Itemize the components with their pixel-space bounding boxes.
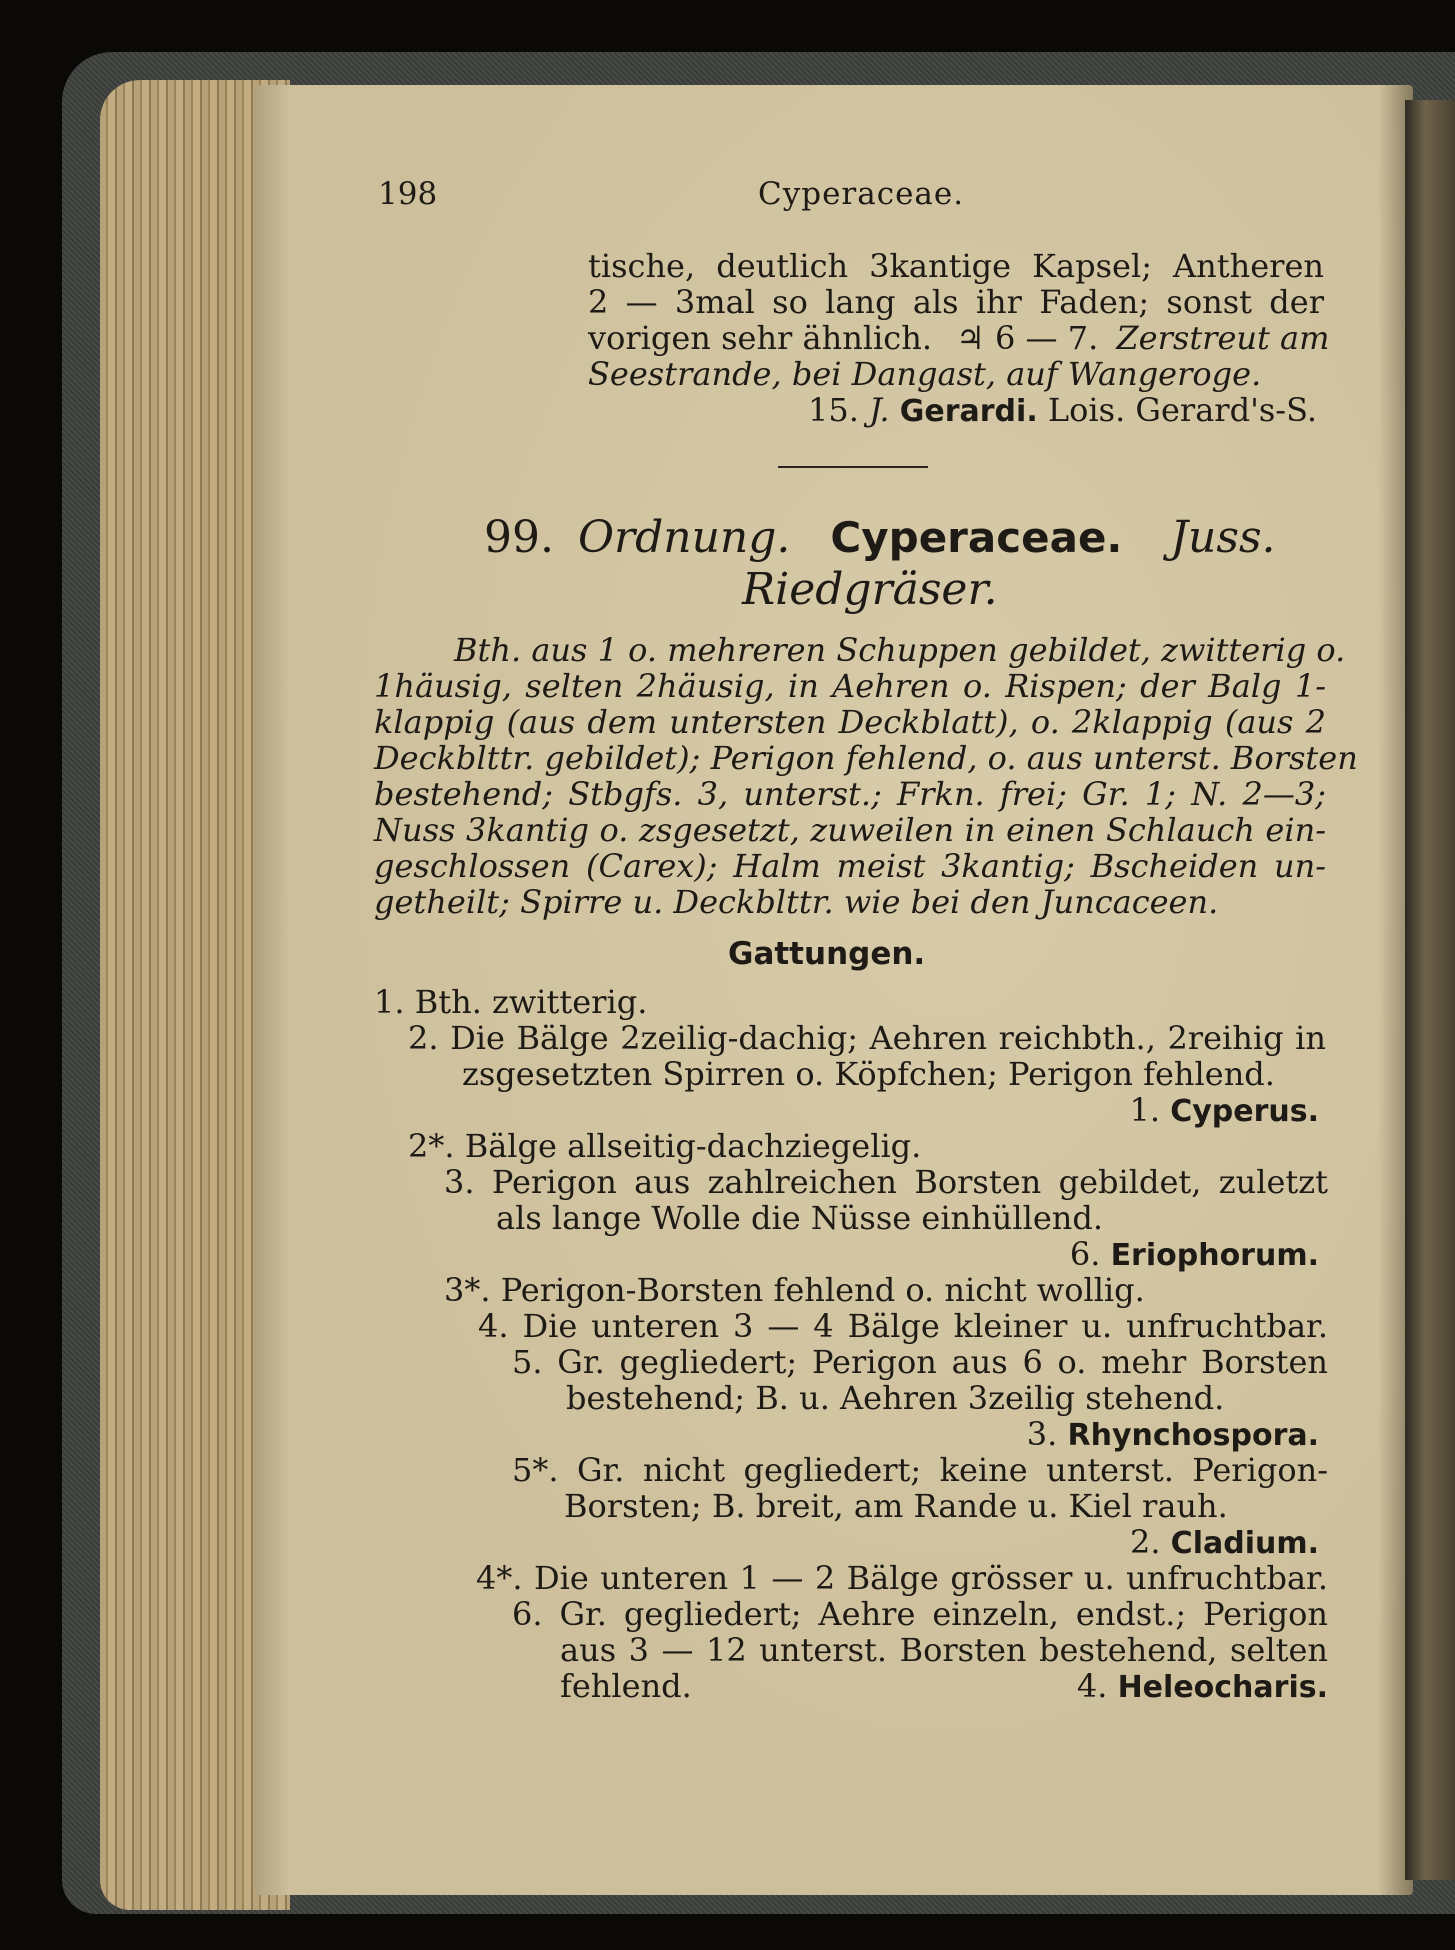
key-line: bestehend; B. u. Aehren 3zeilig stehend. [566, 1379, 1225, 1417]
key-line: 3. Perigon aus zahlreichen Borsten gebildet, zuletzt [444, 1163, 1328, 1201]
species-common-name: Lois. Gerard's-S. [1047, 391, 1318, 429]
genus-name: Eriophorum. [1110, 1238, 1319, 1273]
page-number: 198 [378, 176, 438, 212]
key-line-text: fehlend. [560, 1667, 692, 1705]
description-line: Bth. aus 1 o. mehreren Schuppen gebildet, zwitterig o. [454, 631, 1346, 669]
genus-number: 2. [1129, 1523, 1161, 1561]
description-line: Nuss 3kantig o. zsgesetzt, zuweilen in einen Schlauch ein- [374, 811, 1326, 849]
genus-number: 1. [1129, 1091, 1161, 1129]
key-line: 5. Gr. gegliedert; Perigon aus 6 o. mehr Borsten [512, 1343, 1328, 1381]
flowering-months: 6 — 7. [995, 319, 1099, 357]
key-line: 4. Die unteren 3 — 4 Bälge kleiner u. unfruchtbar. [478, 1307, 1328, 1345]
description-line: Deckblttr. gebildet); Perigon fehlend, o. aus unterst. Borsten [374, 739, 1358, 777]
genus-abbr: J. [869, 391, 890, 429]
description-line: getheilt; Spirre u. Deckblttr. wie bei den Juncaceen. [374, 883, 1219, 921]
genus-number: 6. [1069, 1235, 1101, 1273]
key-line: 4*. Die unteren 1 — 2 Bälge grösser u. unfruchtbar. [476, 1559, 1328, 1597]
key-line: 1. Bth. zwitterig. [374, 983, 648, 1021]
key-line: zsgesetzten Spirren o. Köpfchen; Perigon fehlend. [462, 1055, 1275, 1093]
species-name: Gerardi. [899, 394, 1038, 429]
genus-line [1070, 1236, 1319, 1274]
genus-name: Rhynchospora. [1067, 1418, 1319, 1453]
prev-entry-line-3-text: vorigen sehr ähnlich. [588, 319, 932, 357]
order-number: 99. [484, 512, 554, 563]
genus-line [1027, 1416, 1319, 1454]
genus-name: Cyperus. [1170, 1094, 1319, 1129]
running-title: Cyperaceae. [758, 176, 965, 212]
section-divider [778, 466, 928, 468]
order-german-name: Riedgräser. [742, 564, 998, 615]
habitat-text: Zerstreut am [1116, 319, 1330, 357]
description-line: klappig (aus dem untersten Deckblatt), o. 2klappig (aus 2 [374, 703, 1326, 741]
key-line: 6. Gr. gegliedert; Aehre einzeln, endst.; Perigon [512, 1595, 1328, 1633]
next-page-edge [1405, 100, 1455, 1880]
genus-line [560, 1668, 1328, 1704]
order-label: Ordnung. [577, 512, 791, 563]
description-line: geschlossen (Carex); Halm meist 3kantig; Bscheiden un- [374, 847, 1326, 885]
perennial-symbol: ♃ [956, 319, 985, 357]
species-number: 15. [808, 391, 859, 429]
key-line: Borsten; B. breit, am Rande u. Kiel rauh. [564, 1487, 1228, 1525]
prev-entry-line-1: tische, deutlich 3kantige Kapsel; Antheren [588, 247, 1324, 285]
description-line: bestehend; Stbgfs. 3, unterst.; Frkn. frei; Gr. 1; N. 2—3; [374, 775, 1326, 813]
genus-line [1129, 1092, 1319, 1130]
key-line: 2. Die Bälge 2zeilig-dachig; Aehren reichbth., 2reihig in [408, 1019, 1326, 1057]
prev-entry-line-2: 2 — 3mal so lang als ihr Faden; sonst der [588, 283, 1324, 321]
genus-number: 4. [1076, 1667, 1108, 1705]
key-line: als lange Wolle die Nüsse einhüllend. [496, 1199, 1104, 1237]
key-line: aus 3 — 12 unterst. Borsten bestehend, selten [560, 1631, 1328, 1669]
prev-entry-line-3 [588, 320, 1329, 356]
gattungen-heading: Gattungen. [728, 936, 926, 972]
prev-entry-line-4: Seestrande, bei Dangast, auf Wangeroge. [588, 355, 1262, 393]
genus-number: 3. [1026, 1415, 1058, 1453]
order-name: Cyperaceae. [830, 513, 1123, 562]
genus-name: Heleocharis. [1117, 1670, 1328, 1705]
genus-line [1130, 1524, 1319, 1562]
key-line: 3*. Perigon-Borsten fehlend o. nicht wollig. [444, 1271, 1145, 1309]
key-line: 2*. Bälge allseitig-dachziegelig. [408, 1127, 922, 1165]
species-entry [808, 392, 1317, 430]
key-line: 5*. Gr. nicht gegliedert; keine unterst. Perigon- [512, 1451, 1328, 1489]
order-title [484, 512, 1276, 564]
order-author: Juss. [1170, 512, 1276, 563]
description-line: 1häusig, selten 2häusig, in Aehren o. Rispen; der Balg 1- [374, 667, 1326, 705]
genus-name: Cladium. [1170, 1526, 1319, 1561]
